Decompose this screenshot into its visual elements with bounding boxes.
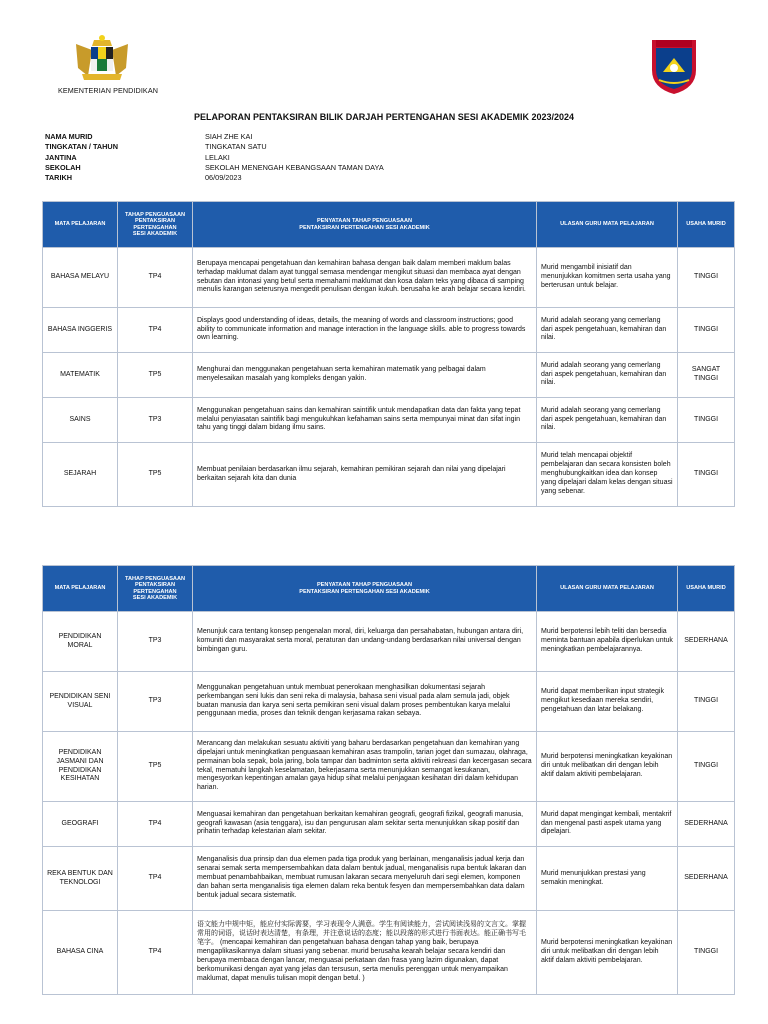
comment-cell: Murid berpotensi meningkatkan keyakinan diri untuk melibatkan diri dengan lebih aktif dalam aktiviti pembelajaran.	[537, 911, 678, 995]
table-row	[43, 353, 735, 398]
level-cell: TP3	[118, 672, 193, 732]
info-label: SEKOLAH	[45, 162, 81, 172]
table-row	[43, 308, 735, 353]
col-header-comment: ULASAN GURU MATA PELAJARAN	[537, 566, 678, 612]
statement-cell: Menggunakan pengetahuan untuk membuat penerokaan menghasilkan dokumentasi sejarah perkembangan seni lukis dan seni reka di malaysia, bahasa seni visual pada alam semula jadi, objek buatan manusia dan karya seni serta pemikiran seni visual dalam proses pembentukan karya melalui penggunaan media, proses dan teknik dengan kerjasama rakan sebaya.	[193, 672, 537, 732]
comment-cell: Murid dapat mengingat kembali, mentakrif dan mengenal pasti aspek utama yang dipelajari.	[537, 802, 678, 847]
statement-cell: Membuat penilaian berdasarkan ilmu sejarah, kemahiran pemikiran sejarah dan nilai yang dipelajari berkaitan sejarah kita dan dunia	[193, 443, 537, 507]
effort-cell: SEDERHANA	[678, 612, 735, 672]
subject-cell: BAHASA INGGERIS	[43, 308, 118, 353]
col-header-level: TAHAP PENGUASAAN PENTAKSIRAN PERTENGAHAN SESI AKADEMIK	[118, 566, 193, 612]
info-label: TARIKH	[45, 173, 73, 183]
comment-cell: Murid telah mencapai objektif pembelajaran dan secara konsisten boleh menghubungkaitkan idea dan konsep yang dipelajari dalam kelas dengan situasi yang sebenar.	[537, 443, 678, 507]
level-cell: TP4	[118, 308, 193, 353]
col-header-comment: ULASAN GURU MATA PELAJARAN	[537, 202, 678, 248]
level-cell: TP4	[118, 847, 193, 911]
info-row-school	[45, 163, 384, 173]
effort-cell: TINGGI	[678, 443, 735, 507]
info-row-class	[45, 142, 384, 152]
statement-cell: Menghurai dan menggunakan pengetahuan serta kemahiran matematik yang pelbagai dalam menyelesaikan masalah yang kompleks dengan yakin.	[193, 353, 537, 398]
comment-cell: Murid adalah seorang yang cemerlang dari aspek pengetahuan, kemahiran dan nilai.	[537, 308, 678, 353]
subject-cell: SAINS	[43, 398, 118, 443]
col-header-effort: USAHA MURID	[678, 202, 735, 248]
table-header-row	[43, 566, 735, 612]
effort-cell: TINGGI	[678, 672, 735, 732]
effort-cell: TINGGI	[678, 248, 735, 308]
subject-cell: BAHASA CINA	[43, 911, 118, 995]
effort-cell: SANGAT TINGGI	[678, 353, 735, 398]
report-title: PELAPORAN PENTAKSIRAN BILIK DARJAH PERTENGAHAN SESI AKADEMIK 2023/2024	[193, 112, 575, 122]
info-label: TINGKATAN / TAHUN	[45, 142, 118, 152]
table-header-row	[43, 202, 735, 248]
table-row	[43, 398, 735, 443]
level-cell: TP4	[118, 248, 193, 308]
level-cell: TP4	[118, 911, 193, 995]
info-value: TINGKATAN SATU	[205, 142, 267, 152]
subject-cell: PENDIDIKAN SENI VISUAL	[43, 672, 118, 732]
comment-cell: Murid adalah seorang yang cemerlang dari aspek pengetahuan, kemahiran dan nilai.	[537, 353, 678, 398]
level-cell: TP3	[118, 612, 193, 672]
statement-cell: Menunjuk cara tentang konsep pengenalan moral, diri, keluarga dan persahabatan, hubungan antara diri, komuniti dan masyarakat serta moral, peraturan dan undang-undang berdasarkan nilai universal dengan bimbingan guru.	[193, 612, 537, 672]
level-cell: TP5	[118, 732, 193, 802]
statement-cell: Berupaya mencapai pengetahuan dan kemahiran bahasa dengan baik dalam memberi maklum balas terhadap maklumat dalam ayat tunggal semasa mendengar mengikut situasi dan membaca ayat dengan sebutan dan intonasi yang betul serta memahami maklumat dan kosa dalam teks yang dibaca di samping menulis karangan seterusnya mengedit penulisan dengan kukuh. berusaha ke arah belajar secara kendiri.	[193, 248, 537, 308]
info-row-gender	[45, 153, 384, 163]
info-value: LELAKI	[205, 152, 230, 162]
subject-cell: SEJARAH	[43, 443, 118, 507]
subject-cell: PENDIDIKAN MORAL	[43, 612, 118, 672]
subject-cell: MATEMATIK	[43, 353, 118, 398]
effort-cell: SEDERHANA	[678, 802, 735, 847]
statement-cell: Menggunakan pengetahuan sains dan kemahiran saintifik untuk mendapatkan data dan fakta yang tepat melalui penyiasatan saintifik bagi mengukuhkan kefahaman sains serta mempunyai minat dan sifat ingin tahu yang tinggi dalam bidang ilmu sains.	[193, 398, 537, 443]
comment-cell: Murid dapat memberikan input strategik mengikut kesediaan mereka sendiri, pengetahuan dan latar belakang.	[537, 672, 678, 732]
table-row	[43, 802, 735, 847]
subject-cell: GEOGRAFI	[43, 802, 118, 847]
table-row	[43, 612, 735, 672]
ministry-label: KEMENTERIAN PENDIDIKAN	[57, 86, 159, 95]
info-label: NAMA MURID	[45, 132, 93, 141]
info-value: SEKOLAH MENENGAH KEBANGSAAN TAMAN DAYA	[205, 162, 384, 172]
info-value: 06/09/2023	[205, 173, 242, 183]
table-row	[43, 443, 735, 507]
comment-cell: Murid berpotensi meningkatkan keyakinan diri untuk melibatkan diri dengan lebih aktif dalam aktiviti pembelajaran.	[537, 732, 678, 802]
effort-cell: TINGGI	[678, 398, 735, 443]
student-info	[45, 132, 384, 183]
comment-cell: Murid mengambil inisiatif dan menunjukkan komitmen serta usaha yang berterusan untuk belajar.	[537, 248, 678, 308]
table-row	[43, 732, 735, 802]
statement-cell: Merancang dan melakukan sesuatu aktiviti yang baharu berdasarkan pengetahuan dan kemahiran yang dipelajari untuk meningkatkan penguasaan kemahiran asas trampolin, tarian joget dan sumazau, olahraga, permainan bola sepak, bola jaring, bola tampar dan badminton serta aktiviti rekreasi dan kecergasan secara tekal, mematuhi langkah keselamatan, bekerjasama serta menunjukkan semangat kesukanan, mengesyorkan kepentingan amalan gaya hidup sihat melalui penjagaan kesihatan diri dalam kehidupan harian.	[193, 732, 537, 802]
statement-cell: Menganalisis dua prinsip dan dua elemen pada tiga produk yang berlainan, menganalisis jadual kerja dan senarai semak serta mempersembahkan data dalam bentuk jadual, menganalisis rupa bentuk lakaran dan membuat penambahbaikan, membuat rumusan lakaran secara menyeluruh dari segi elemen, komponen dan bahan serta menganalisis tiga elemen dalam reka bentuk fesyen dan mempersembahkan data dalam bentuk jadual secara sistematik.	[193, 847, 537, 911]
school-logo	[646, 36, 702, 96]
comment-cell: Murid menunjukkan prestasi yang semakin meningkat.	[537, 847, 678, 911]
info-label: JANTINA	[45, 152, 77, 162]
col-header-subject: MATA PELAJARAN	[43, 202, 118, 248]
table-row	[43, 911, 735, 995]
statement-cell: 语文能力中规中矩，能应付实际需要，学习表现令人满意。学生有阅读能力，尝试阅读浅易的文言文。掌握常用的词语，说话时表达清楚，有条理，并注意说话的态度；能以段落的形式进行书面表达。能正确书写毛笔字。 (mencapai kemahiran dan pengetahuan bahasa dengan tahap yang baik, berupaya mengaplikasikannya dalam situasi yang sebenar. murid berusaha kearah belajar secara kendiri dan berupaya membaca dengan lancar, menguasai perkataan dan frasa yang lazim digunakan, dapat berkomunikasi dengan ayat yang jelas dan tersusun, serta menulis perenggan untuk menyampaikan maklumat, dapat menulis tulisan mopit dengan betul. )	[193, 911, 537, 995]
government-crest-logo	[64, 32, 140, 84]
col-header-statement: PENYATAAN TAHAP PENGUASAAN PENTAKSIRAN PERTENGAHAN SESI AKADEMIK	[193, 202, 537, 248]
comment-cell: Murid adalah seorang yang cemerlang dari aspek pengetahuan, kemahiran dan nilai.	[537, 398, 678, 443]
table-row	[43, 672, 735, 732]
table-row	[43, 847, 735, 911]
effort-cell: SEDERHANA	[678, 847, 735, 911]
statement-cell: Menguasai kemahiran dan pengetahuan berkaitan kemahiran geografi, geografi fizikal, geografi manusia, geografi kawasan (asia tenggara), isu dan pengurusan alam sekitar serta menunjukkan sikap positif dan prihatin terhadap kelestarian alam sekitar.	[193, 802, 537, 847]
table-row	[43, 248, 735, 308]
effort-cell: TINGGI	[678, 308, 735, 353]
col-header-effort: USAHA MURID	[678, 566, 735, 612]
effort-cell: TINGGI	[678, 911, 735, 995]
assessment-table-1	[42, 201, 735, 507]
col-header-subject: MATA PELAJARAN	[43, 566, 118, 612]
comment-cell: Murid berpotensi lebih teliti dan bersedia meminta bantuan apabila diperlukan untuk meningkatkan pembelajarannya.	[537, 612, 678, 672]
level-cell: TP5	[118, 353, 193, 398]
info-row-name	[45, 132, 384, 142]
assessment-table-2	[42, 565, 735, 995]
info-value: SIAH ZHE KAI	[205, 132, 253, 141]
subject-cell: BAHASA MELAYU	[43, 248, 118, 308]
col-header-statement: PENYATAAN TAHAP PENGUASAAN PENTAKSIRAN PERTENGAHAN SESI AKADEMIK	[193, 566, 537, 612]
level-cell: TP3	[118, 398, 193, 443]
subject-cell: REKA BENTUK DAN TEKNOLOGI	[43, 847, 118, 911]
info-row-date	[45, 173, 384, 183]
level-cell: TP4	[118, 802, 193, 847]
statement-cell: Displays good understanding of ideas, details, the meaning of words and classroom instructions; good ability to communicate information and manage interaction in the language skills. able to progress towards own learning.	[193, 308, 537, 353]
subject-cell: PENDIDIKAN JASMANI DAN PENDIDIKAN KESIHATAN	[43, 732, 118, 802]
effort-cell: TINGGI	[678, 732, 735, 802]
col-header-level: TAHAP PENGUASAAN PENTAKSIRAN PERTENGAHAN SESI AKADEMIK	[118, 202, 193, 248]
level-cell: TP5	[118, 443, 193, 507]
